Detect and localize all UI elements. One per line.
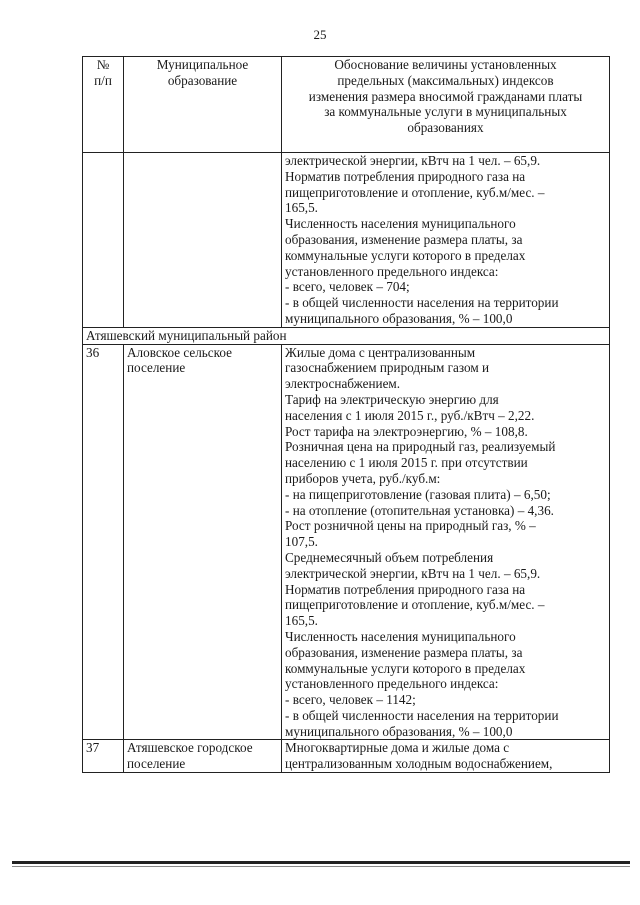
text-line: муниципального образования, % – 100,0 xyxy=(285,310,513,326)
table-row xyxy=(83,344,610,740)
text-line: 165,5. xyxy=(285,200,318,216)
text-line: Тариф на электрическую энергию для xyxy=(285,391,499,407)
text-line: централизованным холодным водоснабжением, xyxy=(285,756,553,772)
text-line: Численность населения муниципального xyxy=(285,216,516,232)
district-heading: Атяшевский муниципальный район xyxy=(83,327,610,344)
row-justification xyxy=(282,344,610,740)
header-justification-line: образованиях xyxy=(407,120,484,136)
row-municipality xyxy=(124,740,282,773)
header-municipality-line: образование xyxy=(167,72,238,88)
text-line: коммунальные услуги которого в пределах xyxy=(285,247,526,263)
row-number: 36 xyxy=(83,344,124,740)
text-line: Многоквартирные дома и жилые дома с xyxy=(285,740,510,756)
text-line: - всего, человек – 1142; xyxy=(285,692,416,708)
continuation-row xyxy=(83,153,610,328)
text-line: - в общей численности населения на территории xyxy=(285,707,559,723)
tariff-table xyxy=(82,56,610,773)
municipality-line: Атяшевское городское xyxy=(127,740,253,756)
text-line: Норматив потребления природного газа на xyxy=(285,168,526,184)
text-line: пищеприготовление и отопление, куб.м/мес. – xyxy=(285,184,545,200)
row-justification xyxy=(282,740,610,773)
text-line: установленного предельного индекса: xyxy=(285,676,499,692)
header-number-line: п/п xyxy=(94,72,112,88)
text-line: Рост розничной цены на природный газ, % – xyxy=(285,518,536,534)
table-header-row xyxy=(83,57,610,153)
table-row xyxy=(83,740,610,773)
text-line: - на отопление (отопительная установка) – 4,36. xyxy=(285,502,554,518)
continuation-municipality-cell xyxy=(124,153,282,328)
municipality-line: поселение xyxy=(127,360,186,376)
municipality-line: поселение xyxy=(127,756,186,772)
text-line: электроснабжением. xyxy=(285,376,401,392)
bottom-rule xyxy=(12,861,630,864)
text-line: электрической энергии, кВтч на 1 чел. – 65,9. xyxy=(285,565,541,581)
header-number-line: № xyxy=(96,57,110,72)
municipality-line: Аловское сельское xyxy=(127,344,233,360)
row-municipality xyxy=(124,344,282,740)
bottom-rule-thin xyxy=(12,866,630,867)
continuation-text-cell xyxy=(282,153,610,328)
text-line: Рост тарифа на электроэнергию, % – 108,8. xyxy=(285,423,528,439)
header-justification-line: Обоснование величины установленных xyxy=(334,57,557,72)
text-line: Жилые дома с централизованным xyxy=(285,344,476,360)
text-line: газоснабжением природным газом и xyxy=(285,360,490,376)
text-line: Численность населения муниципального xyxy=(285,628,516,644)
text-line: муниципального образования, % – 100,0 xyxy=(285,723,513,739)
text-line: коммунальные услуги которого в пределах xyxy=(285,660,526,676)
header-justification-line: изменения размера вносимой гражданами платы xyxy=(308,88,583,104)
header-number xyxy=(83,57,124,153)
text-line: образования, изменение размера платы, за xyxy=(285,231,523,247)
text-line: образования, изменение размера платы, за xyxy=(285,644,523,660)
text-line: 107,5. xyxy=(285,534,318,550)
text-line: Норматив потребления природного газа на xyxy=(285,581,526,597)
text-line: - на пищеприготовление (газовая плита) – 6,50; xyxy=(285,486,551,502)
header-municipality-line: Муниципальное xyxy=(156,57,249,72)
text-line: Среднемесячный объем потребления xyxy=(285,549,494,565)
text-line: населению с 1 июля 2015 г. при отсутствии xyxy=(285,455,528,471)
text-line: - в общей численности населения на территории xyxy=(285,295,559,311)
header-municipality xyxy=(124,57,282,153)
text-line: приборов учета, руб./куб.м: xyxy=(285,470,441,486)
text-line: 165,5. xyxy=(285,613,318,629)
text-line: населения с 1 июля 2015 г., руб./кВтч – 2,22. xyxy=(285,407,535,423)
text-line: электрической энергии, кВтч на 1 чел. – 65,9. xyxy=(285,153,541,168)
continuation-num-cell xyxy=(83,153,124,328)
text-line: установленного предельного индекса: xyxy=(285,263,499,279)
text-line: - всего, человек – 704; xyxy=(285,279,410,295)
header-justification-line: за коммунальные услуги в муниципальных xyxy=(324,104,567,120)
text-line: Розничная цена на природный газ, реализуемый xyxy=(285,439,556,455)
header-justification xyxy=(282,57,610,153)
page-number: 25 xyxy=(313,27,327,42)
header-justification-line: предельных (максимальных) индексов xyxy=(337,72,554,88)
row-number: 37 xyxy=(83,740,124,773)
text-line: пищеприготовление и отопление, куб.м/мес. – xyxy=(285,597,545,613)
district-row xyxy=(83,327,610,344)
